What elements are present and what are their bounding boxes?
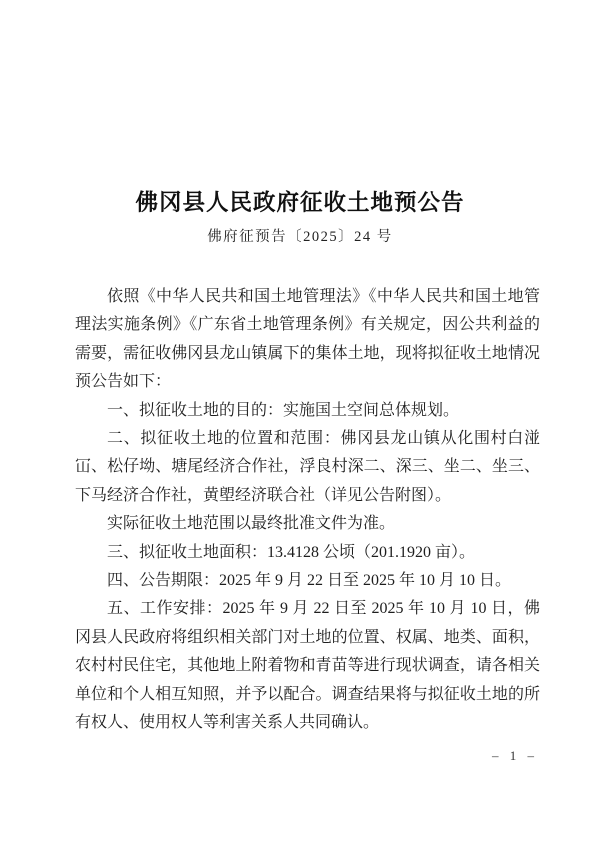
document-number: 佛府征预告〔2025〕24 号 <box>207 229 393 245</box>
paragraph-scope-note: 实际征收土地范围以最终批准文件为准。 <box>107 515 396 533</box>
paragraph-clause-3-area: 三、拟征收土地面积：13.4128 公顷（201.1920 亩）。 <box>107 543 476 561</box>
page-footer <box>492 748 538 764</box>
page-number: – 1 – <box>492 748 538 763</box>
document-title: 佛冈县人民政府征收土地预公告 <box>135 190 465 216</box>
paragraph-preamble: 依照《中华人民共和国土地管理法》《中华人民共和国土地管理法实施条例》《广东省土地管理条例》有关规定，因公共利益的需要，需征收佛冈县龙山镇属下的集体土地，现将拟征收土地情况预公告如下： <box>75 288 540 391</box>
paragraph-clause-1-purpose: 一、拟征收土地的目的：实施国土空间总体规划。 <box>107 401 460 419</box>
paragraph-clause-2-location-scope: 二、拟征收土地的位置和范围：佛冈县龙山镇从化围村白湴冚、松仔坳、塘尾经济合作社，浮良村深二、深三、坐二、坐三、下马经济合作社，黄塱经济联合社（详见公告附图）。 <box>75 430 540 504</box>
paragraph-clause-5-work-arrangement: 五、工作安排：2025 年 9 月 22 日至 2025 年 10 月 10 日，佛冈县人民政府将组织相关部门对土地的位置、权属、地类、面积，农村村民住宅，其他地上附着物和青苗等进行现状调查，请各相关单位和个人相互知照，并予以配合。调查结果将与拟征收土地的所有权人、使用权人等利害关系人共同确认。 <box>75 600 540 732</box>
document-header <box>0 0 600 247</box>
document-body <box>75 283 540 738</box>
paragraph-clause-4-notice-period: 四、公告期限：2025 年 9 月 22 日至 2025 年 10 月 10 日。 <box>107 572 512 590</box>
